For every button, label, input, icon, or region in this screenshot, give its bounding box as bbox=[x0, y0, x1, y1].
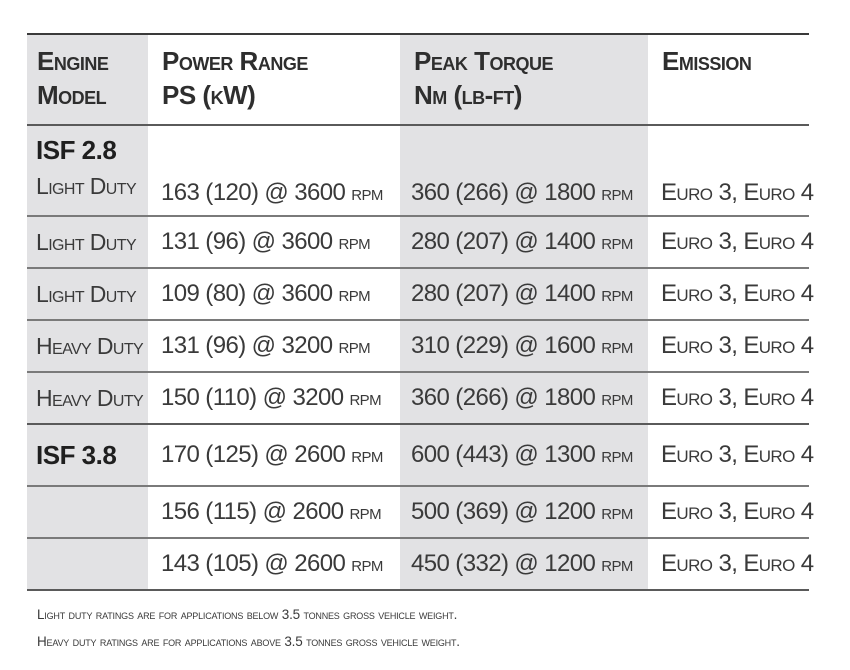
emission-cell bbox=[648, 269, 814, 319]
model-name: ISF 3.8 bbox=[36, 439, 117, 470]
power-cell bbox=[148, 539, 400, 589]
model-name: ISF 2.8 bbox=[36, 135, 117, 165]
table-row bbox=[27, 321, 814, 371]
power-unit: rpm bbox=[338, 281, 371, 306]
table-row bbox=[27, 425, 814, 485]
emission-cell bbox=[648, 321, 814, 371]
torque-value: 310 (229) @ 1600 bbox=[411, 332, 596, 359]
header-peak-torque-line1: Peak Torque bbox=[414, 46, 553, 76]
torque-value: 360 (266) @ 1800 bbox=[411, 384, 596, 411]
torque-value: 600 (443) @ 1300 bbox=[411, 441, 596, 468]
duty-label: Light Duty bbox=[36, 173, 137, 199]
torque-unit: rpm bbox=[601, 385, 633, 410]
torque-value: 450 (332) @ 1200 bbox=[411, 550, 596, 577]
torque-value: 280 (207) @ 1400 bbox=[411, 280, 596, 307]
power-value: 150 (110) @ 3200 bbox=[161, 384, 344, 411]
emission-cell bbox=[648, 487, 814, 537]
power-cell bbox=[148, 217, 400, 267]
power-cell bbox=[148, 126, 400, 215]
table-row bbox=[27, 373, 814, 423]
power-value: 131 (96) @ 3600 bbox=[161, 228, 333, 255]
duty-label: Heavy Duty bbox=[36, 332, 144, 359]
power-unit: rpm bbox=[338, 333, 371, 358]
power-value: 170 (125) @ 2600 bbox=[161, 441, 346, 468]
table-row bbox=[27, 269, 814, 319]
header-power-range-line1: Power Range bbox=[162, 46, 308, 76]
table-row bbox=[27, 217, 814, 267]
table-row bbox=[27, 539, 814, 589]
torque-unit: rpm bbox=[601, 551, 633, 576]
torque-unit: rpm bbox=[601, 281, 633, 306]
torque-cell bbox=[400, 217, 648, 267]
torque-cell bbox=[400, 425, 648, 485]
torque-cell bbox=[400, 539, 648, 589]
emission-value: Euro 3, Euro 4 bbox=[661, 498, 814, 525]
torque-value: 500 (369) @ 1200 bbox=[411, 498, 596, 525]
torque-cell bbox=[400, 373, 648, 423]
header-emission-line1: Emission bbox=[662, 46, 752, 76]
power-cell bbox=[148, 321, 400, 371]
table-bottom-rule bbox=[27, 589, 809, 591]
header-power-range bbox=[148, 35, 400, 124]
duty-label: Light Duty bbox=[36, 280, 137, 307]
power-cell bbox=[148, 269, 400, 319]
torque-unit: rpm bbox=[601, 333, 633, 358]
emission-cell bbox=[648, 126, 814, 215]
torque-cell bbox=[400, 126, 648, 215]
emission-value: Euro 3, Euro 4 bbox=[661, 228, 814, 255]
emission-cell bbox=[648, 539, 814, 589]
power-unit: rpm bbox=[349, 385, 381, 410]
power-unit: rpm bbox=[351, 179, 383, 205]
torque-cell bbox=[400, 321, 648, 371]
table-row bbox=[27, 126, 814, 215]
torque-value: 280 (207) @ 1400 bbox=[411, 228, 596, 255]
header-engine-model-line1: Engine bbox=[37, 46, 109, 76]
emission-value: Euro 3, Euro 4 bbox=[661, 441, 814, 468]
power-value: 109 (80) @ 3600 bbox=[161, 280, 333, 307]
duty-cell bbox=[27, 321, 148, 371]
emission-cell bbox=[648, 425, 814, 485]
torque-unit: rpm bbox=[601, 442, 633, 467]
torque-unit: rpm bbox=[601, 499, 633, 524]
footnote-heavy-duty: Heavy duty ratings are for applications above 3.5 tonnes gross vehicle weight. bbox=[37, 634, 460, 649]
duty-cell bbox=[27, 487, 148, 537]
duty-cell bbox=[27, 539, 148, 589]
emission-value: Euro 3, Euro 4 bbox=[661, 384, 814, 411]
power-cell bbox=[148, 487, 400, 537]
header-emission bbox=[648, 35, 809, 124]
torque-unit: rpm bbox=[601, 179, 633, 205]
header-engine-model bbox=[27, 35, 148, 124]
power-value: 131 (96) @ 3200 bbox=[161, 332, 333, 359]
power-cell bbox=[148, 373, 400, 423]
header-power-range-line2: PS (kW) bbox=[162, 80, 256, 110]
duty-cell bbox=[27, 217, 148, 267]
power-unit: rpm bbox=[349, 499, 381, 524]
power-value: 163 (120) @ 3600 bbox=[161, 178, 346, 206]
engine-spec-table bbox=[27, 33, 814, 591]
emission-cell bbox=[648, 217, 814, 267]
emission-value: Euro 3, Euro 4 bbox=[661, 280, 814, 307]
model-cell bbox=[27, 126, 148, 215]
duty-label: Light Duty bbox=[36, 228, 137, 255]
power-value: 156 (115) @ 2600 bbox=[161, 498, 344, 525]
power-unit: rpm bbox=[351, 442, 383, 467]
power-unit: rpm bbox=[351, 551, 383, 576]
duty-cell bbox=[27, 373, 148, 423]
emission-value: Euro 3, Euro 4 bbox=[661, 332, 814, 359]
emission-cell bbox=[648, 373, 814, 423]
duty-cell bbox=[27, 269, 148, 319]
table-row bbox=[27, 487, 814, 537]
table-header-row bbox=[27, 35, 809, 124]
torque-unit: rpm bbox=[601, 229, 633, 254]
footnote-light-duty: Light duty ratings are for applications below 3.5 tonnes gross vehicle weight. bbox=[37, 607, 458, 622]
torque-cell bbox=[400, 269, 648, 319]
header-engine-model-line2: Model bbox=[37, 80, 107, 110]
power-unit: rpm bbox=[338, 229, 371, 254]
power-cell bbox=[148, 425, 400, 485]
torque-value: 360 (266) @ 1800 bbox=[411, 178, 596, 206]
torque-cell bbox=[400, 487, 648, 537]
header-peak-torque bbox=[400, 35, 648, 124]
header-peak-torque-line2: Nm (lb-ft) bbox=[414, 80, 522, 110]
emission-value: Euro 3, Euro 4 bbox=[661, 178, 814, 206]
model-cell bbox=[27, 425, 148, 485]
emission-value: Euro 3, Euro 4 bbox=[661, 550, 814, 577]
duty-label: Heavy Duty bbox=[36, 384, 144, 411]
power-value: 143 (105) @ 2600 bbox=[161, 550, 346, 577]
